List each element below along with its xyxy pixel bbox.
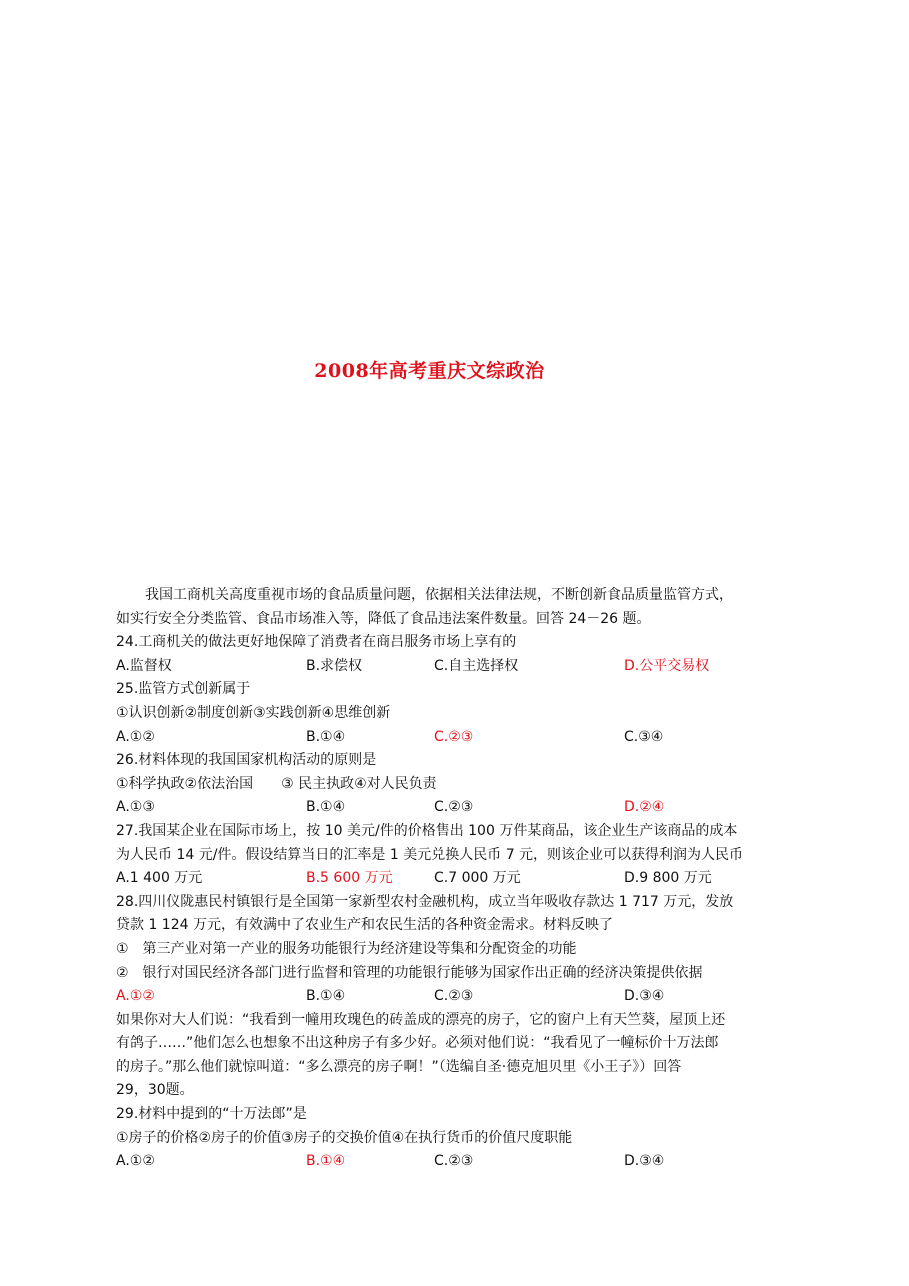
option-b: B.①④ [306, 988, 346, 1005]
question-28-item: ① 第三产业对第一产业的服务功能银行为经济建设等集和分配资金的功能 [116, 940, 577, 957]
question-25-items: ①认识创新②制度创新③实践创新④思维创新 [116, 704, 391, 721]
document-body [116, 584, 824, 1174]
question-25-stem: 25.监管方式创新属于 [116, 681, 251, 698]
option-a: A.①③ [116, 799, 155, 816]
question-24-options [116, 655, 824, 679]
question-27-stem: 27.我国某企业在国际市场上，按 10 美元/件的价格售出 100 万件某商品，该企业生产该商品的成本 [116, 822, 738, 839]
option-d: C.③④ [624, 728, 664, 745]
option-b: B.求偿权 [306, 657, 363, 674]
passage-line: 29，30题。 [116, 1082, 194, 1099]
option-b: B.①④ [306, 799, 346, 816]
option-c: C.②③ [434, 988, 474, 1005]
option-c: C.自主选择权 [434, 657, 519, 674]
intro-line: 如实行安全分类监管、食品市场准入等，降低了食品违法案件数量。回答 24－26 题。 [116, 610, 651, 627]
option-b: B.①④ [306, 728, 346, 745]
option-c: C.②③ [434, 799, 474, 816]
option-d: D.9 800 万元 [624, 870, 712, 887]
passage-line: 的房子。”那么他们就惊叫道：“多么漂亮的房子啊！”（选编自圣·德克旭贝里《小王子》）回答 [116, 1058, 682, 1075]
passage-line: 如果你对大人们说：“我看到一幢用玫瑰色的砖盖成的漂亮的房子，它的窗户上有天竺葵，屋顶上还 [116, 1011, 726, 1028]
option-a: A.监督权 [116, 657, 172, 674]
question-28-options [116, 985, 824, 1009]
option-c-answer: C.②③ [434, 728, 474, 745]
option-b-answer: B.①④ [306, 1153, 346, 1170]
question-27-options [116, 867, 824, 891]
passage-line: 有鸽子……”他们怎么也想象不出这种房子有多少好。必须对他们说：“我看见了一幢标价十万法郎 [116, 1035, 719, 1052]
option-c: C.②③ [434, 1153, 474, 1170]
option-a: A.①② [116, 728, 155, 745]
document-title: 2008年高考重庆文综政治 [314, 360, 545, 382]
question-28-stem: 28.四川仪陇惠民村镇银行是全国第一家新型农村金融机构，成立当年吸收存款达 1 717 万元，发放 [116, 893, 734, 910]
intro-line: 我国工商机关高度重视市场的食品质量问题，依据相关法律法规，不断创新食品质量监管方式， [145, 587, 733, 603]
question-26-items: ①科学执政②依法治国 ③ 民主执政④对人民负责 [116, 775, 437, 792]
option-d: D.③④ [624, 988, 665, 1005]
question-27-stem: 为人民币 14 元/件。假设结算当日的汇率是 1 美元兑换人民币 7 元，则该企业可以获得利润为人民币 [116, 846, 744, 863]
option-d-answer: D.②④ [624, 799, 665, 816]
option-a-answer: A.①② [116, 988, 155, 1005]
question-25-options [116, 726, 824, 750]
question-29-options [116, 1150, 824, 1174]
question-28-item: ② 银行对国民经济各部门进行监督和管理的功能银行能够为国家作出正确的经济决策提供依据 [116, 964, 703, 981]
question-24-stem: 24.工商机关的做法更好地保障了消费者在商吕服务市场上享有的 [116, 634, 517, 651]
option-a: A.1 400 万元 [116, 870, 203, 887]
option-d: D.③④ [624, 1153, 665, 1170]
question-29-stem: 29.材料中提到的“十万法郎”是 [116, 1106, 307, 1123]
option-a: A.①② [116, 1153, 155, 1170]
option-c: C.7 000 万元 [434, 870, 521, 887]
question-26-options [116, 796, 824, 820]
question-28-stem: 贷款 1 124 万元，有效满中了农业生产和农民生活的各种资金需求。材料反映了 [116, 917, 613, 934]
question-26-stem: 26.材料体现的我国国家机构活动的原则是 [116, 752, 377, 769]
option-d-answer: D.公平交易权 [624, 657, 710, 674]
option-b-answer: B.5 600 万元 [306, 870, 393, 887]
question-29-items: ①房子的价格②房子的价值③房子的交换价值④在执行货币的价值尺度职能 [116, 1129, 573, 1146]
